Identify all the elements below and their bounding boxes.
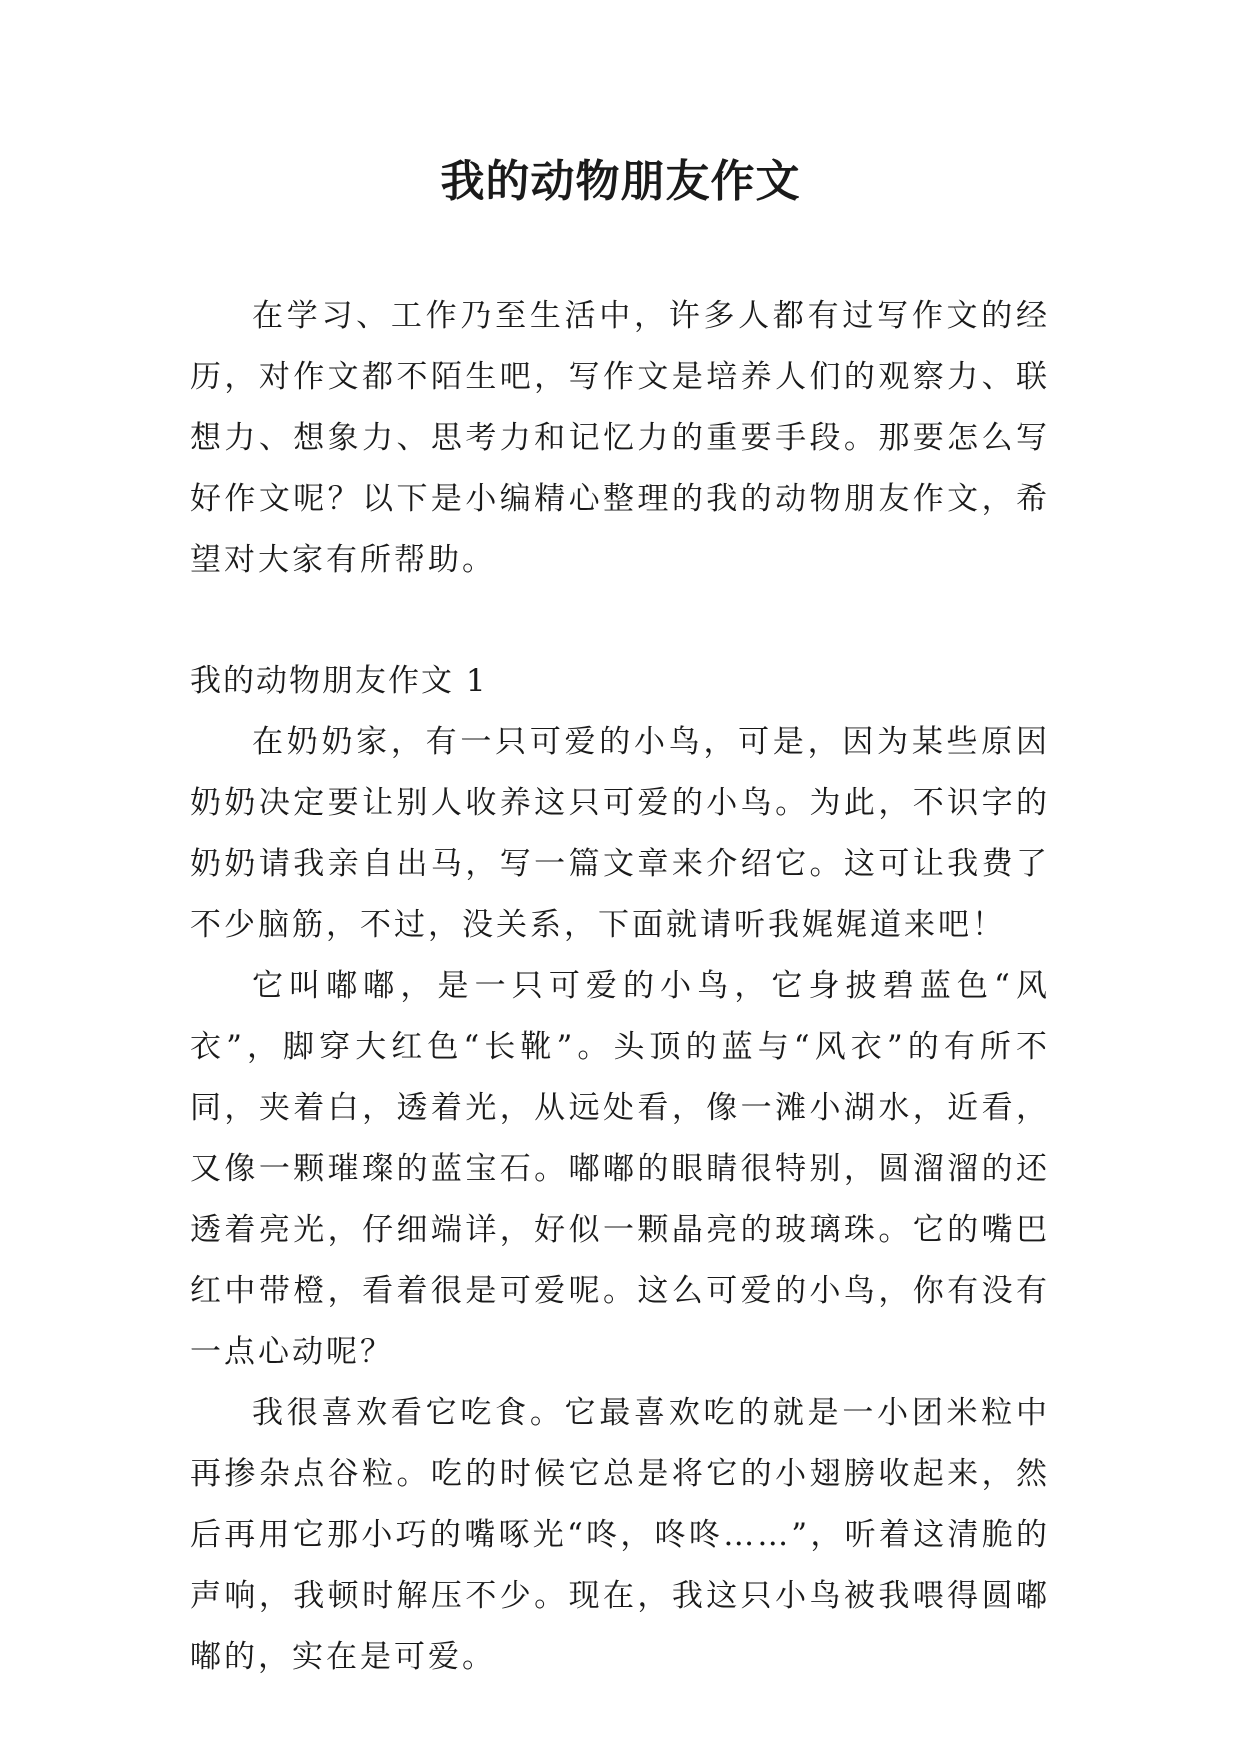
body-paragraph-1: 在奶奶家，有一只可爱的小鸟，可是，因为某些原因奶奶决定要让别人收养这只可爱的小鸟。为此，不识字的奶奶请我亲自出马，写一篇文章来介绍它。这可让我费了不少脑筋，不过，没关系，下面就请听我娓娓道来吧！ <box>190 724 1050 943</box>
document-title: 我的动物朋友作文 <box>440 156 801 207</box>
intro-paragraph: 在学习、工作乃至生活中，许多人都有过写作文的经历，对作文都不陌生吧，写作文是培养人们的观察力、联想力、想象力、思考力和记忆力的重要手段。那要怎么写好作文呢？以下是小编精心整理的我的动物朋友作文，希望对大家有所帮助。 <box>190 298 1050 578</box>
document-body <box>190 286 1050 1688</box>
body-paragraph-3: 我很喜欢看它吃食。它最喜欢吃的就是一小团米粒中再掺杂点谷粒。吃的时候它总是将它的小翅膀收起来，然后再用它那小巧的嘴啄光“咚，咚咚……”，听着这清脆的声响，我顿时解压不少。现在，我这只小鸟被我喂得圆嘟嘟的，实在是可爱。 <box>190 1395 1050 1675</box>
body-paragraph-2: 它叫嘟嘟，是一只可爱的小鸟，它身披碧蓝色“风衣”，脚穿大红色“长靴”。头顶的蓝与“风衣”的有所不同，夹着白，透着光，从远处看，像一滩小湖水，近看，又像一颗璀璨的蓝宝石。嘟嘟的眼睛很特别，圆溜溜的还透着亮光，仔细端详，好似一颗晶亮的玻璃珠。它的嘴巴红中带橙，看着很是可爱呢。这么可爱的小鸟，你有没有一点心动呢？ <box>190 968 1050 1370</box>
section-heading: 我的动物朋友作文 1 <box>190 663 488 699</box>
